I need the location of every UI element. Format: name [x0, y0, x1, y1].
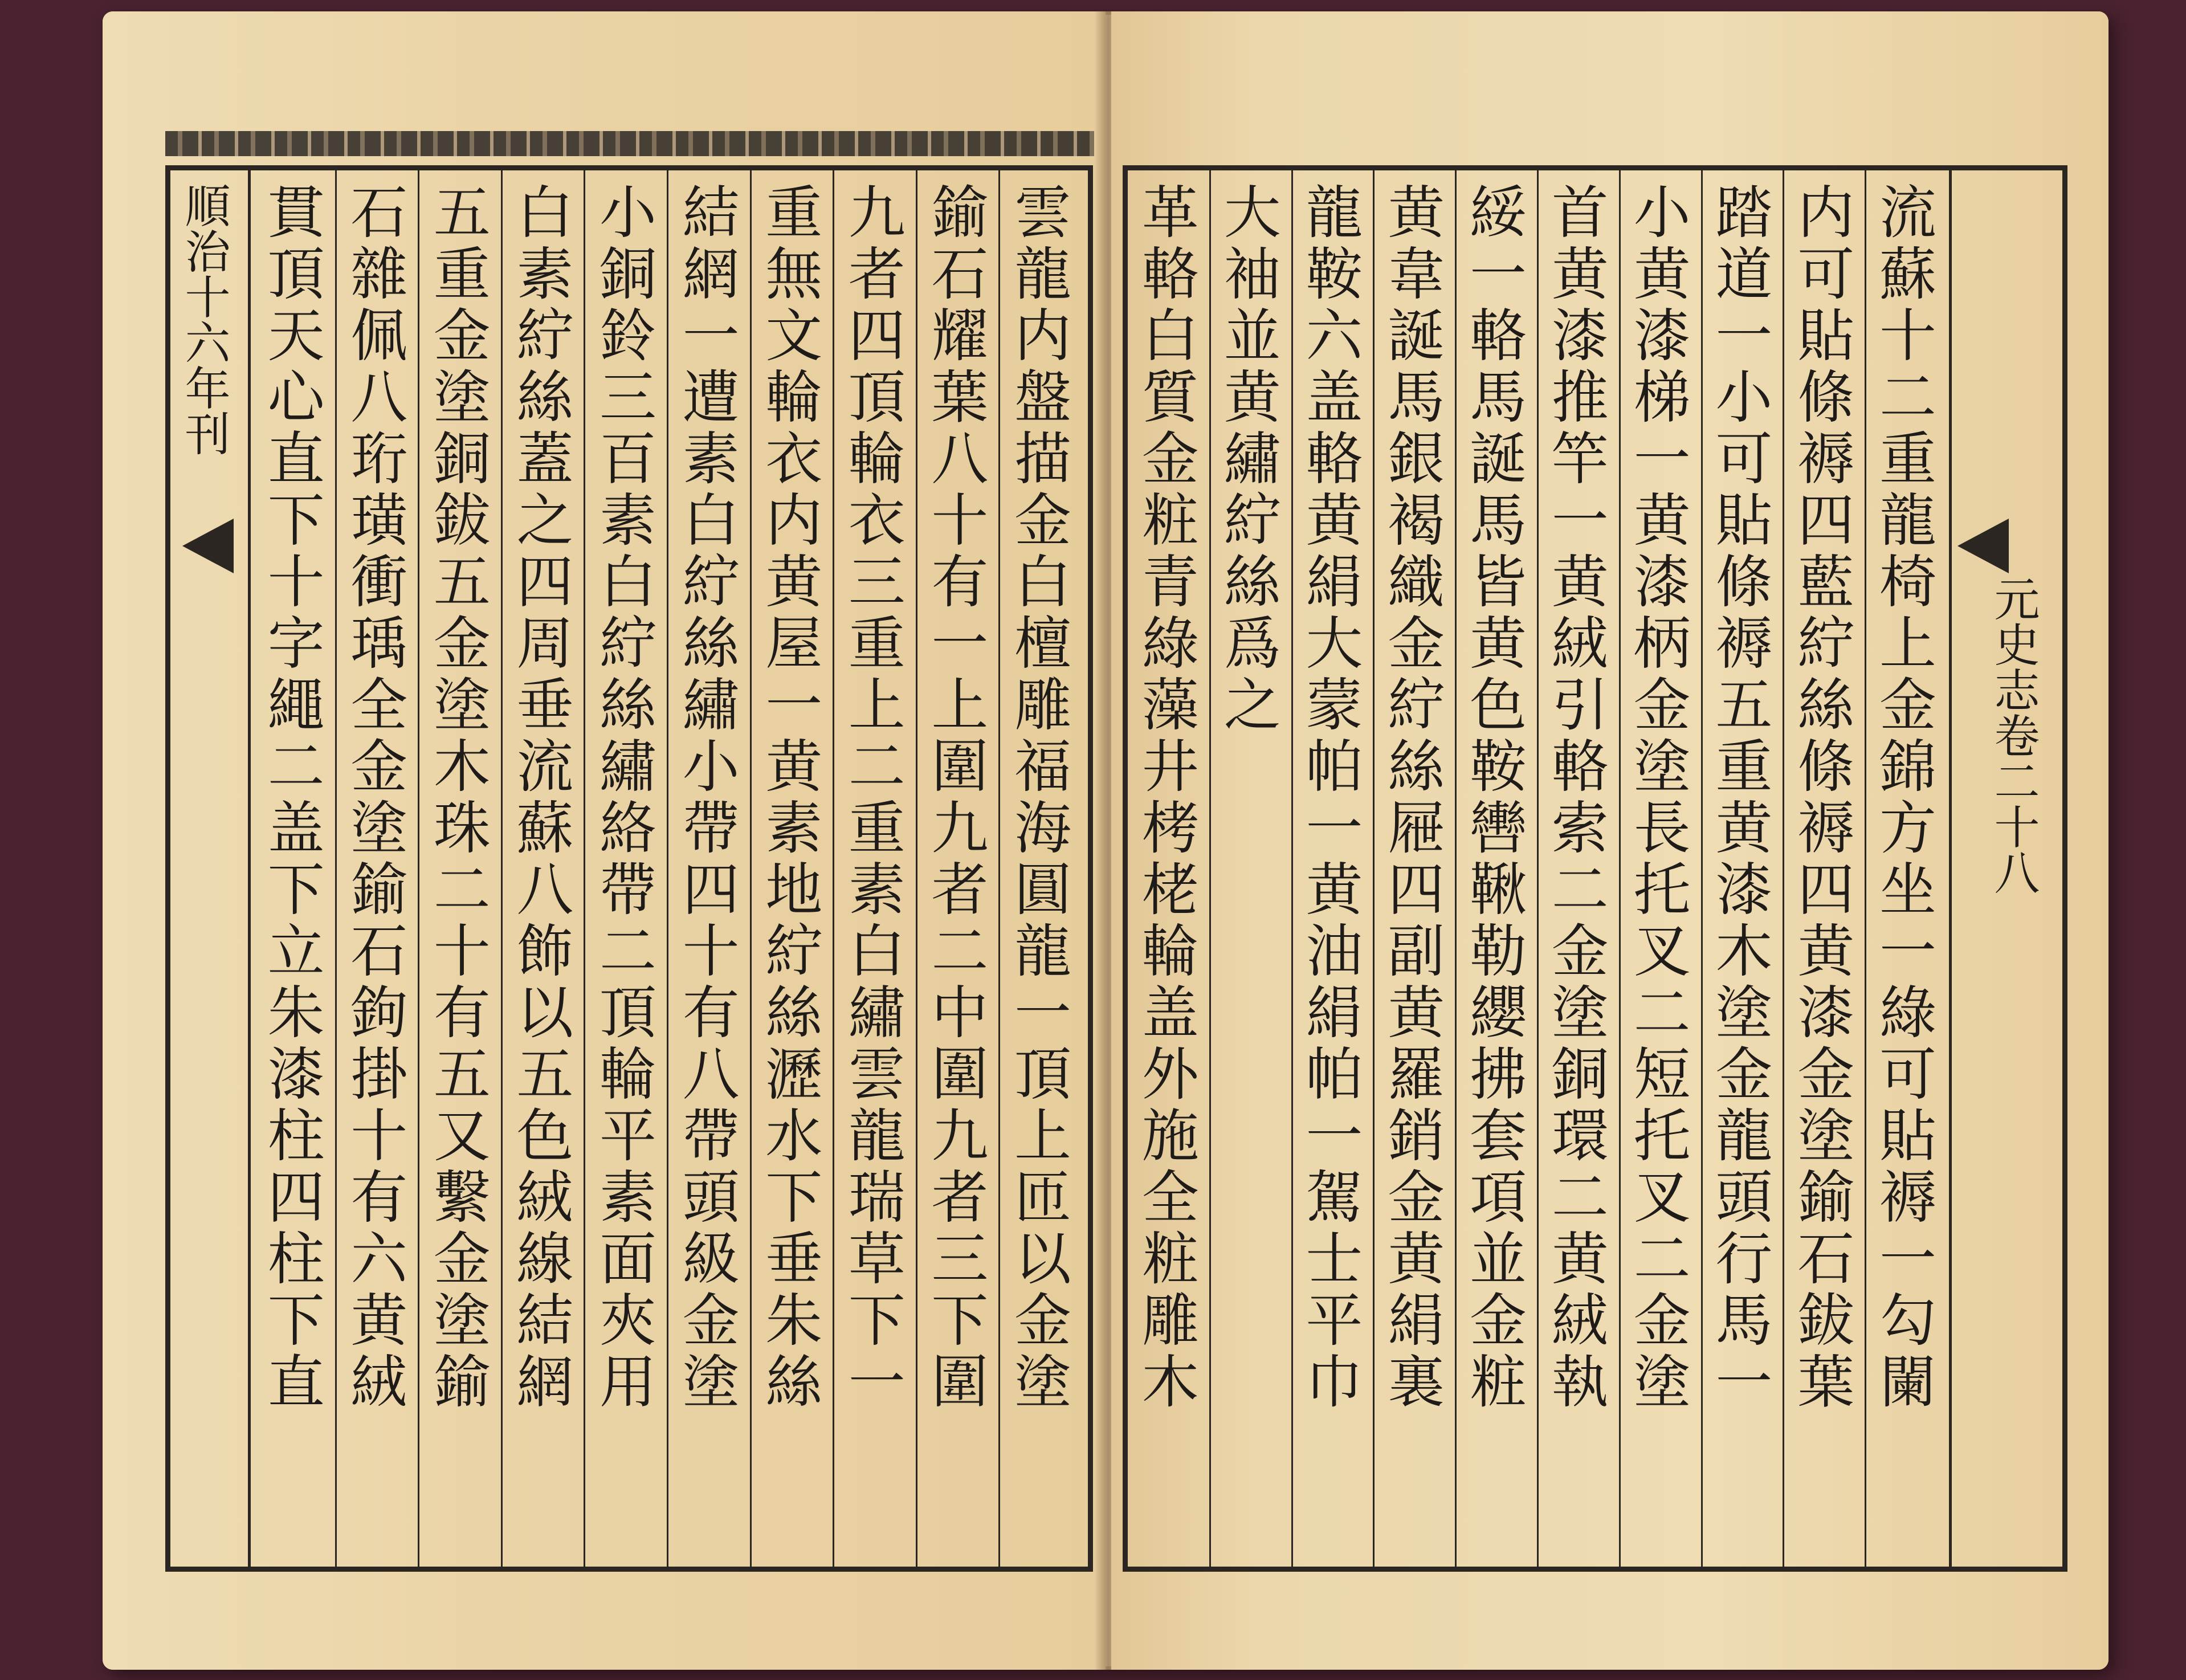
right-page: [1111, 11, 2108, 1670]
column-rule: [1865, 170, 1866, 1567]
column-rule: [833, 170, 834, 1567]
column-rule: [916, 170, 917, 1567]
text-column: 内可貼條褥四藍紵絲條褥四黄漆金塗鍮石鈸葉: [1788, 182, 1855, 1413]
text-column: 綏一輅馬誕馬皆黄色鞍轡鞦勒纓拂套項並金粧: [1459, 182, 1527, 1413]
column-rule: [1619, 170, 1621, 1567]
column-rule: [750, 170, 752, 1567]
text-column: 五重金塗銅鈸五金塗木珠二十有五又繫金塗鍮: [423, 182, 491, 1413]
margin-rule: [1949, 170, 1952, 1567]
text-column: 小銅鈴三百素白紵絲繡絡帶二頂輪平素面夾用: [589, 182, 656, 1413]
column-rule: [1701, 170, 1703, 1567]
text-column: 結網一遭素白紵絲繡小帶四十有八帶頭級金塗: [672, 182, 740, 1413]
text-column: 大袖並黄繡紵絲爲之: [1214, 182, 1281, 736]
text-column: 首黄漆推竿一黄絨引輅索二金塗銅環二黄絨執: [1541, 182, 1609, 1413]
column-rule: [1291, 170, 1293, 1567]
fish-tail-mark: [1957, 519, 2009, 573]
text-column: 重無文輪衣内黄屋一黄素地紵絲瀝水下垂朱絲: [756, 182, 823, 1413]
text-column: 貫頂天心直下十字繩二盖下立朱漆柱四柱下直: [258, 182, 325, 1413]
column-rule: [418, 170, 419, 1567]
text-column: 九者四頂輪衣三重上二重素白繡雲龍瑞草下一: [838, 182, 906, 1413]
right-margin-text: 元史志卷二十八: [1987, 576, 2040, 895]
fish-tail-mark: [182, 519, 234, 573]
column-rule: [1455, 170, 1457, 1567]
text-column: 鍮石耀葉八十有一上圍九者二中圍九者三下圍: [921, 182, 989, 1413]
column-rule: [1373, 170, 1375, 1567]
text-column: 黄韋誕馬銀褐織金紵絲屜四副黄羅銷金黄絹裏: [1378, 182, 1445, 1413]
column-rule: [667, 170, 668, 1567]
top-band: [165, 131, 1094, 156]
column-rule: [1209, 170, 1211, 1567]
text-column: 雲龍内盤描金白檀雕福海圓龍一頂上匝以金塗: [1004, 182, 1071, 1413]
left-page: [103, 11, 1106, 1670]
left-margin-text: 順治十六年刊: [177, 182, 230, 456]
column-rule: [584, 170, 585, 1567]
text-column: 流蘇十二重龍椅上金錦方坐一綠可貼褥一勾闌: [1869, 182, 1936, 1413]
text-column: 小黄漆梯一黄漆柄金塗長托叉二短托叉二金塗: [1624, 182, 1691, 1413]
open-book: [103, 11, 2108, 1670]
text-column: 龍鞍六盖輅黄絹大蒙帕一黄油絹帕一駕士平巾: [1296, 182, 1363, 1413]
text-column: 白素紵絲蓋之四周垂流蘇八飾以五色絨線結網: [507, 182, 574, 1413]
column-rule: [1783, 170, 1784, 1567]
column-rule: [998, 170, 1000, 1567]
text-column: 石雜佩八珩璜衝瑀全金塗鍮石鉤掛十有六黄絨: [341, 182, 408, 1413]
column-rule: [501, 170, 503, 1567]
column-rule: [335, 170, 337, 1567]
column-rule: [1537, 170, 1539, 1567]
text-column: 革輅白質金粧青綠藻井栲栳輪盖外施全粧雕木: [1132, 182, 1199, 1413]
text-column: 踏道一小可貼條褥五重黄漆木塗金龍頭行馬一: [1706, 182, 1773, 1413]
margin-rule: [248, 170, 251, 1567]
